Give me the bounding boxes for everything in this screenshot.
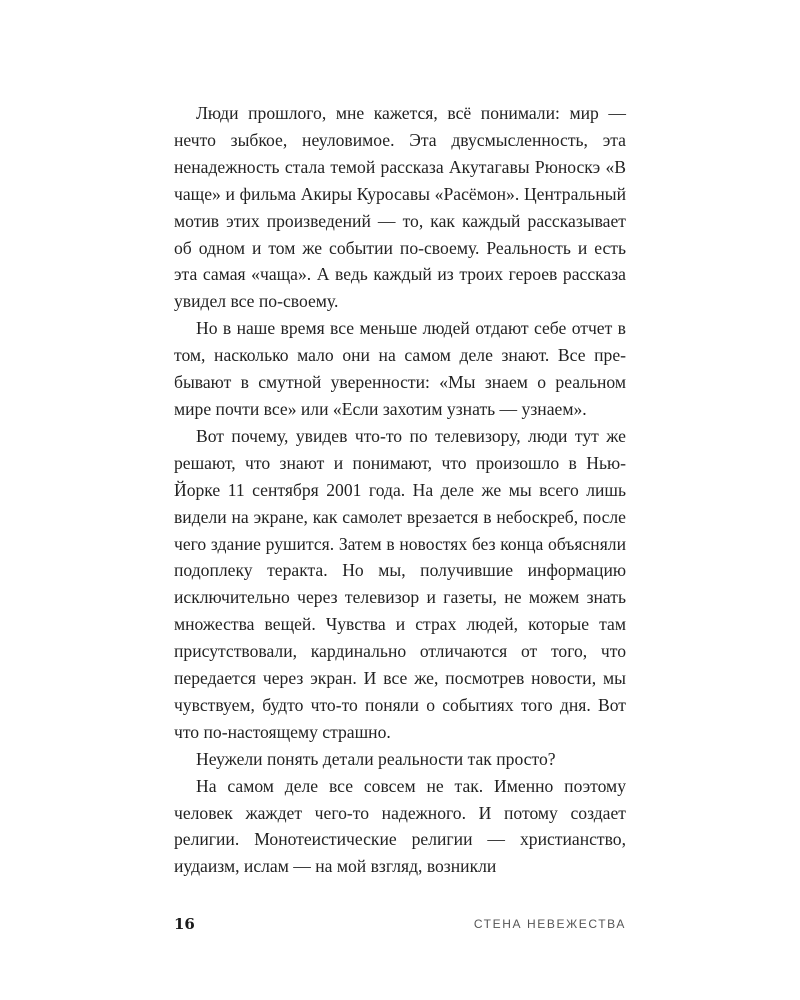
paragraph-1: Люди прошлого, мне кажется, всё понимали: мир — нечто зыбкое, неуловимое. Эта двусмысленность, эта ненадежность стала темой рассказа Акутагавы Рюноскэ «В чаще» и фильма Акиры Куросавы «Расёмон». Центральный мотив этих произведений — то, как каждый рассказывает об одном и том же событии по-своему. Реальность и есть эта самая «чаща». А ведь каждый из троих героев рассказа увидел все по-своему. (174, 103, 626, 312)
page-number: 16 (174, 915, 195, 933)
body-text (174, 100, 626, 880)
paragraph-2: Но в наше время все меньше людей отдают себе отчет в том, насколько мало они на самом деле знают. Все пребывают в смутной уверенности: «Мы знаем о реальном мире почти все» или «Если захотим узнать — узнаем». (174, 318, 626, 419)
paragraph-4: Неужели понять детали реальности так просто? (196, 748, 556, 769)
paragraph-3: Вот почему, увидев что-то по телевизору, люди тут же решают, что знают и понимают, что произошло в Нью-Йорке 11 сентября 2001 года. На деле же мы всего лишь видели на экране, как самолет врезается в небоскреб, после чего здание рушится. Затем в новостях без конца объясняли подоплеку теракта. Но мы, получившие информацию исключительно через телевизор и газеты, не можем знать множества вещей. Чувства и страх людей, которые там присутствовали, кардинально отличаются от того, что передается через экран. И все же, посмотрев новости, мы чувствуем, будто что-то поняли о событиях того дня. Вот что по-настоящему страшно. (174, 425, 626, 742)
page-footer (174, 915, 626, 937)
running-title: СТЕНА НЕВЕЖЕСТВА (473, 917, 626, 931)
paragraph-5: На самом деле все совсем не так. Именно поэтому человек жаждет чего-то надежного. И потому создает религии. Монотеистические религии — христианство, иудаизм, ислам — на мой взгляд, возникли (174, 775, 626, 877)
